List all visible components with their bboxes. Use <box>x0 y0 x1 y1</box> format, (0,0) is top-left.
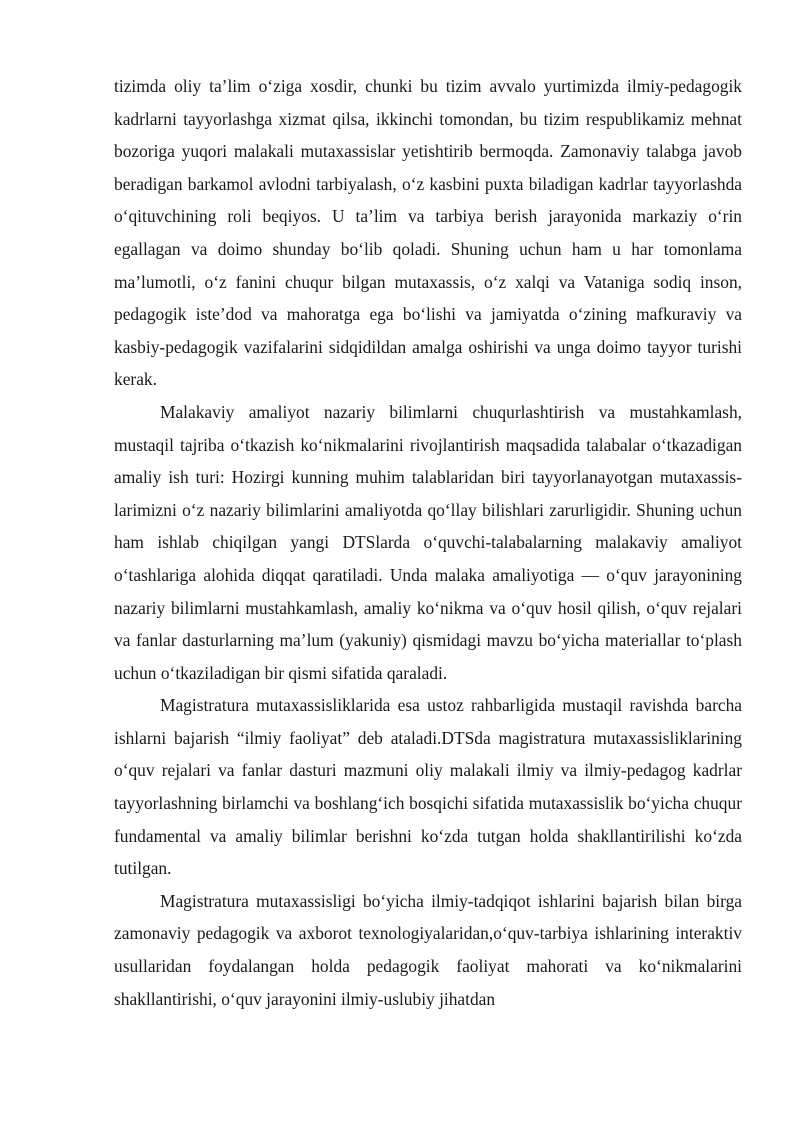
paragraph-malakaviy-amaliyot: Malakaviy amaliyot nazariy bilimlarni chuqurlashtirish va mustahkamlash, mustaqil tajriba o‘tkazish ko‘nikmalarini rivojlantirish maqsadida talabalar o‘tkazadigan amaliy ish turi: Hozirgi kunning muhim talablaridan biri tayyorlanayotgan mutaxassis-larimizni o‘z nazariy bilimlarini amaliyotda qo‘llay bilishlari zarurligidir. Shuning uchun ham ishlab chiqilgan yangi DTSlarda o‘quvchi-talabalarning malakaviy amaliyot o‘tashlariga alohida diqqat qaratiladi. Unda malaka amaliyotiga — o‘quv jarayonining nazariy bilimlarni mustahkamlash, amaliy ko‘nikma va o‘quv hosil qilish, o‘quv rejalari va fanlar dasturlarning ma’lum (yakuniy) qismidagi mavzu bo‘yicha materiallar to‘plash uchun o‘tkaziladigan bir qismi sifatida qaraladi. <box>114 401 742 683</box>
document-page <box>114 70 742 1015</box>
paragraph-magistratura-mutaxassisliklari: Magistratura mutaxassisliklarida esa ustoz rahbarligida mustaqil ravishda barcha ishlarni bajarish “ilmiy faoliyat” deb ataladi.DTSda magistratura mutaxassisliklarining o‘quv rejalari va fanlar dasturi mazmuni oliy malakali ilmiy va ilmiy-pedagog kadrlar tayyorlashning birlamchi va boshlang‘ich bosqichi sifatida mutaxassislik bo‘yicha chuqur fundamental va amaliy bilimlar berishni ko‘zda tutgan holda shakllantirilishi ko‘zda tutilgan. <box>114 695 742 879</box>
paragraph-continuation: tizimda oliy ta’lim o‘ziga xosdir, chunki bu tizim avvalo yurtimizda ilmiy-pedagogik kadrlarni tayyorlashga xizmat qilsa, ikkinchi tomondan, bu tizim respublikamiz mehnat bozoriga yuqori malakali mutaxassislar yetishtirib bermoqda. Zamonaviy talabga javob beradigan barkamol avlodni tarbiyalash, o‘z kasbini puxta biladigan kadrlar tayyorlashda o‘qituvchining roli beqiyos. U ta’lim va tarbiya berish jarayonida markaziy o‘rin egallagan va doimo shunday bo‘lib qoladi. Shuning uchun ham u har tomonlama ma’lumotli, o‘z fanini chuqur bilgan mutaxassis, o‘z xalqi va Vataniga sodiq inson, pedagogik iste’dod va mahoratga ega bo‘lishi va jamiyatda o‘zining mafkuraviy va kasbiy-pedagogik vazifalarini sidqidildan amalga oshirishi va unga doimo tayyor turishi kerak. <box>114 76 742 390</box>
paragraph-magistratura-ilmiy-tadqiqot: Magistratura mutaxassisligi bo‘yicha ilmiy-tadqiqot ishlarini bajarish bilan birga zamonaviy pedagogik va axborot texnologiyalaridan,o‘quv-tarbiya ishlarining interaktiv usullaridan foydalangan holda pedagogik faoliyat mahorati va ko‘nikmalarini shakllantirishi, o‘quv jarayonini ilmiy-uslubiy jihatdan <box>114 890 742 1009</box>
